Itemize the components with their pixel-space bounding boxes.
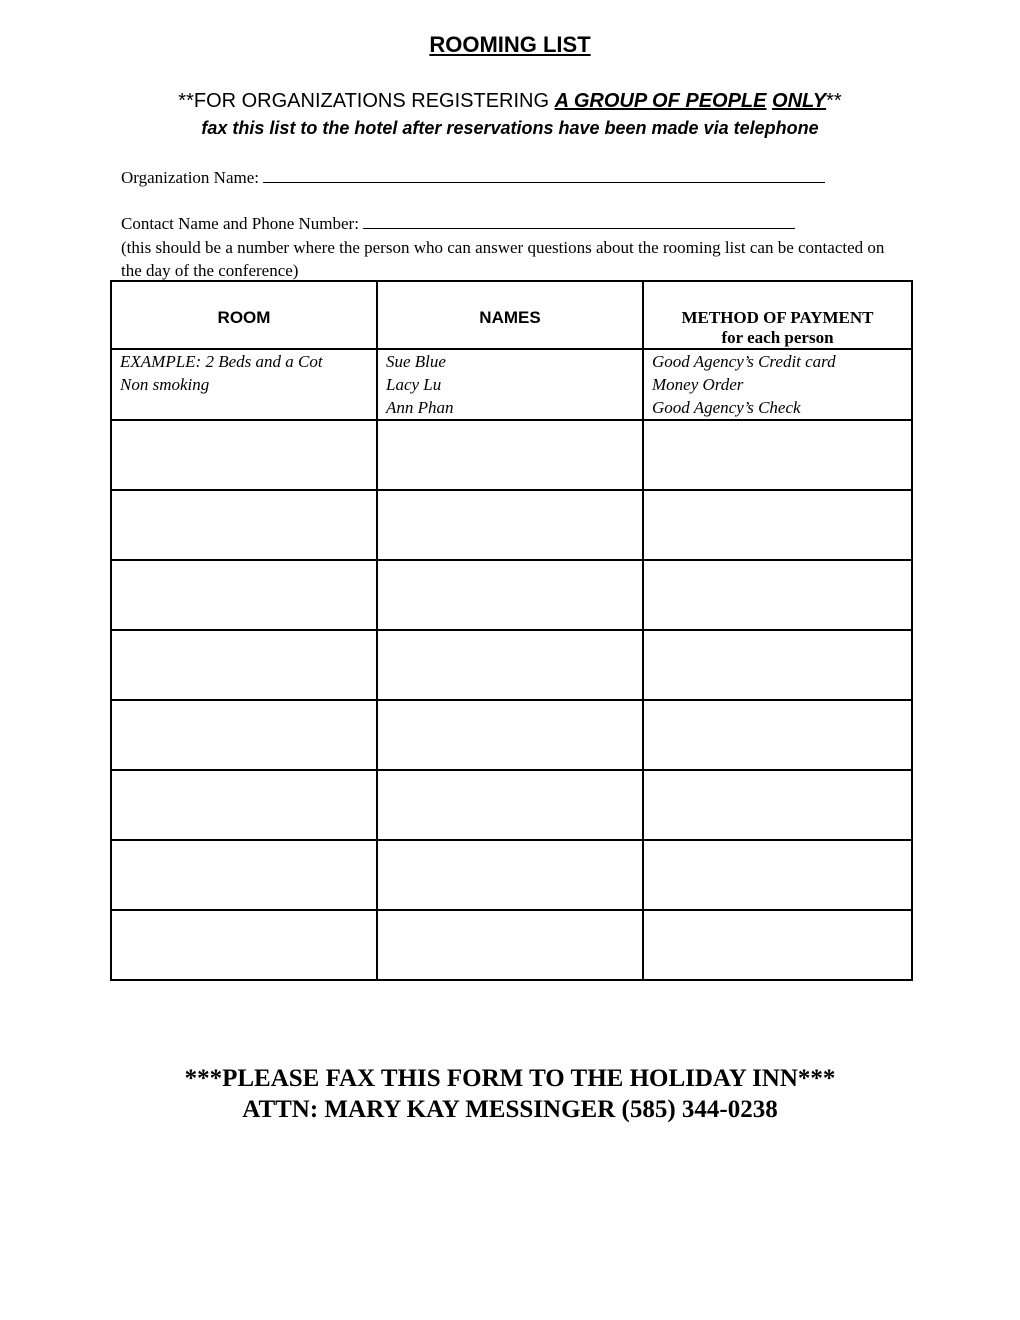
subtitle-emphasis-only: ONLY bbox=[772, 90, 827, 112]
blank-names-cell[interactable] bbox=[377, 420, 643, 490]
blank-payment-cell[interactable] bbox=[643, 840, 912, 910]
blank-room-cell[interactable] bbox=[111, 910, 377, 980]
header-payment-label: METHOD OF PAYMENT bbox=[681, 308, 874, 327]
blank-room-cell[interactable] bbox=[111, 630, 377, 700]
header-names: NAMES bbox=[377, 281, 643, 349]
contact-label: Contact Name and Phone Number: bbox=[121, 214, 359, 233]
example-room-cell bbox=[111, 349, 377, 420]
blank-names-cell[interactable] bbox=[377, 840, 643, 910]
blank-room-cell[interactable] bbox=[111, 490, 377, 560]
table-row bbox=[111, 490, 912, 560]
blank-names-cell[interactable] bbox=[377, 560, 643, 630]
blank-names-cell[interactable] bbox=[377, 910, 643, 980]
blank-room-cell[interactable] bbox=[111, 560, 377, 630]
example-names-cell bbox=[377, 349, 643, 420]
header-payment bbox=[643, 281, 912, 349]
header-payment-sub: for each person bbox=[721, 328, 834, 347]
example-payment: Good Agency’s Credit card bbox=[652, 352, 836, 371]
page-title: ROOMING LIST bbox=[429, 32, 591, 57]
blank-room-cell[interactable] bbox=[111, 420, 377, 490]
table-row bbox=[111, 700, 912, 770]
example-payment-cell bbox=[643, 349, 912, 420]
subtitle-emphasis-group: A GROUP OF PEOPLE bbox=[554, 90, 767, 112]
example-name: Sue Blue bbox=[386, 352, 446, 371]
table-row bbox=[111, 840, 912, 910]
organization-name-label: Organization Name: bbox=[121, 168, 260, 187]
example-room-line: EXAMPLE: 2 Beds and a Cot bbox=[120, 352, 323, 371]
example-name: Lacy Lu bbox=[386, 375, 442, 394]
blank-room-cell[interactable] bbox=[111, 770, 377, 840]
table-header-row bbox=[111, 281, 912, 349]
fax-instruction: fax this list to the hotel after reservations have been made via telephone bbox=[201, 118, 819, 138]
blank-payment-cell[interactable] bbox=[643, 630, 912, 700]
table-row bbox=[111, 770, 912, 840]
blank-names-cell[interactable] bbox=[377, 700, 643, 770]
footer-fax-instruction: ***PLEASE FAX THIS FORM TO THE HOLIDAY INN*** bbox=[184, 1065, 836, 1092]
example-room-line: Non smoking bbox=[120, 375, 210, 394]
subtitle-prefix: **FOR ORGANIZATIONS REGISTERING bbox=[178, 90, 555, 112]
organization-name-line[interactable] bbox=[263, 167, 825, 183]
blank-payment-cell[interactable] bbox=[643, 770, 912, 840]
example-row bbox=[111, 349, 912, 420]
contact-field bbox=[121, 213, 795, 234]
footer-attention: ATTN: MARY KAY MESSINGER (585) 344-0238 bbox=[242, 1096, 778, 1123]
blank-room-cell[interactable] bbox=[111, 700, 377, 770]
organization-name-field bbox=[121, 167, 825, 188]
table-row bbox=[111, 910, 912, 980]
blank-payment-cell[interactable] bbox=[643, 910, 912, 980]
table-row bbox=[111, 420, 912, 490]
header-room: ROOM bbox=[111, 281, 377, 349]
example-name: Ann Phan bbox=[386, 398, 454, 417]
rooming-table bbox=[110, 280, 913, 981]
contact-note: (this should be a number where the person who can answer questions about the rooming list can be contacted on the day of the conference) bbox=[121, 238, 885, 280]
subtitle-suffix: ** bbox=[826, 90, 842, 112]
table-row bbox=[111, 560, 912, 630]
blank-names-cell[interactable] bbox=[377, 630, 643, 700]
blank-payment-cell[interactable] bbox=[643, 560, 912, 630]
table-row bbox=[111, 630, 912, 700]
example-payment: Good Agency’s Check bbox=[652, 398, 801, 417]
blank-names-cell[interactable] bbox=[377, 770, 643, 840]
subtitle bbox=[0, 90, 1020, 113]
blank-payment-cell[interactable] bbox=[643, 420, 912, 490]
contact-line[interactable] bbox=[363, 213, 795, 229]
blank-room-cell[interactable] bbox=[111, 840, 377, 910]
blank-payment-cell[interactable] bbox=[643, 700, 912, 770]
blank-payment-cell[interactable] bbox=[643, 490, 912, 560]
example-payment: Money Order bbox=[652, 375, 744, 394]
blank-names-cell[interactable] bbox=[377, 490, 643, 560]
